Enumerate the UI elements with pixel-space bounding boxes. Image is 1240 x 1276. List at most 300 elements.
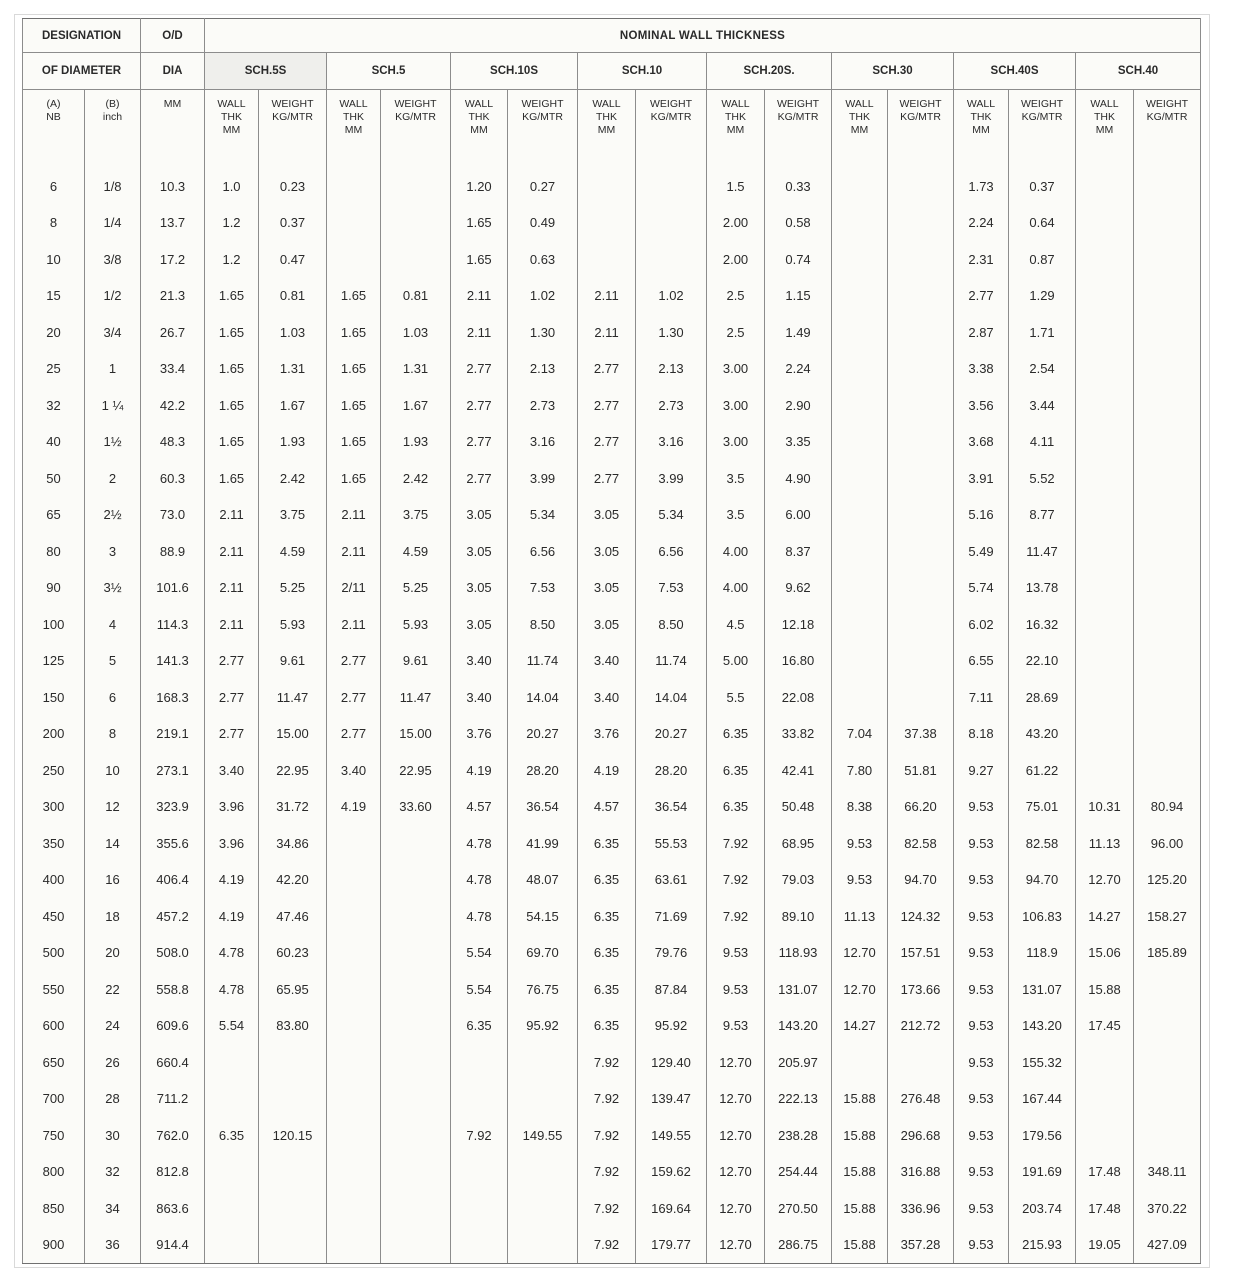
sch10-weight-cell: 14.04 — [636, 679, 707, 716]
sch30-wall-cell — [832, 1044, 888, 1081]
inch-cell: 1/4 — [85, 205, 141, 242]
sch10s-wall-cell: 2.77 — [451, 387, 508, 424]
sch10s-weight-cell — [508, 1081, 578, 1118]
sch30-wall-cell: 15.88 — [832, 1117, 888, 1154]
od-cell: 48.3 — [141, 424, 205, 461]
sch40-weight-cell — [1134, 716, 1201, 753]
sch10s-weight-cell: 0.27 — [508, 168, 578, 205]
sch30-wall-cell: 9.53 — [832, 862, 888, 899]
sch40s-weight-cell: 28.69 — [1009, 679, 1076, 716]
od-cell: 101.6 — [141, 570, 205, 607]
inch-cell: 18 — [85, 898, 141, 935]
sch40-weight-cell — [1134, 497, 1201, 534]
nb-cell: 50 — [23, 460, 85, 497]
sch40-weight-cell — [1134, 168, 1201, 205]
sch40-wall-cell — [1076, 679, 1134, 716]
sch10-wall-cell: 3.40 — [578, 643, 636, 680]
sch40s-wall-cell: 2.24 — [954, 205, 1009, 242]
nb-cell: 32 — [23, 387, 85, 424]
sch40s-wall-cell: 5.49 — [954, 533, 1009, 570]
sch40s-weight-cell: 22.10 — [1009, 643, 1076, 680]
sch20s-weight-cell: 9.62 — [765, 570, 832, 607]
sch30-wall-cell — [832, 351, 888, 388]
sch20s-weight-cell: 270.50 — [765, 1190, 832, 1227]
sch40s-wall-cell: 5.74 — [954, 570, 1009, 607]
od-cell: 21.3 — [141, 278, 205, 315]
sch5-weight-cell — [381, 168, 451, 205]
sch40-wall-cell: 10.31 — [1076, 789, 1134, 826]
od-cell: 457.2 — [141, 898, 205, 935]
sch5s-weight-cell: 22.95 — [259, 752, 327, 789]
sch5-wall-cell — [327, 1044, 381, 1081]
table-row — [23, 1227, 1201, 1264]
sch40s-weight-cell: 143.20 — [1009, 1008, 1076, 1045]
wall-thk-header: WALL THK MM — [954, 90, 1009, 169]
sch30-weight-cell — [888, 205, 954, 242]
sch30-weight-cell: 276.48 — [888, 1081, 954, 1118]
sch5s-weight-cell — [259, 1227, 327, 1264]
sch10s-wall-cell: 2.77 — [451, 460, 508, 497]
mm-header: MM — [141, 90, 205, 169]
sch5s-weight-cell: 31.72 — [259, 789, 327, 826]
sch10s-weight-cell: 76.75 — [508, 971, 578, 1008]
sch30-weight-cell — [888, 460, 954, 497]
sch10s-wall-cell: 4.78 — [451, 898, 508, 935]
inch-cell: 12 — [85, 789, 141, 826]
sch10s-weight-cell: 20.27 — [508, 716, 578, 753]
sch30-weight-cell: 212.72 — [888, 1008, 954, 1045]
sch40s-weight-cell: 0.87 — [1009, 241, 1076, 278]
sch10-weight-cell — [636, 168, 707, 205]
sch5s-wall-cell: 1.65 — [205, 278, 259, 315]
sch10s-weight-cell — [508, 1190, 578, 1227]
sch10-wall-cell: 7.92 — [578, 1154, 636, 1191]
sch10s-weight-cell: 36.54 — [508, 789, 578, 826]
sch40s-weight-cell: 11.47 — [1009, 533, 1076, 570]
sch40-wall-cell — [1076, 278, 1134, 315]
sch20s-wall-cell: 6.35 — [707, 752, 765, 789]
sch10-weight-cell: 2.73 — [636, 387, 707, 424]
sch5s-wall-cell: 1.2 — [205, 241, 259, 278]
sch5-weight-cell — [381, 971, 451, 1008]
inch-cell: 36 — [85, 1227, 141, 1264]
nb-cell: 250 — [23, 752, 85, 789]
sch10s-weight-cell: 95.92 — [508, 1008, 578, 1045]
sch10s-weight-cell: 7.53 — [508, 570, 578, 607]
sch10s-weight-cell — [508, 1154, 578, 1191]
weight-header: WEIGHT KG/MTR — [1009, 90, 1076, 169]
sch5-weight-cell — [381, 1154, 451, 1191]
sch40-wall-cell — [1076, 241, 1134, 278]
sch5-wall-cell — [327, 1081, 381, 1118]
sch5s-weight-cell: 1.03 — [259, 314, 327, 351]
sch5s-wall-cell — [205, 1227, 259, 1264]
sch10s-weight-cell: 11.74 — [508, 643, 578, 680]
inch-cell: 3 — [85, 533, 141, 570]
sch10-wall-cell: 4.19 — [578, 752, 636, 789]
sch40s-wall-cell: 9.53 — [954, 1227, 1009, 1264]
sch10-wall-cell: 6.35 — [578, 862, 636, 899]
sch5-wall-cell — [327, 862, 381, 899]
sch10s-weight-cell: 41.99 — [508, 825, 578, 862]
sch30-wall-cell — [832, 570, 888, 607]
sch10s-weight-cell: 3.16 — [508, 424, 578, 461]
sch40-weight-cell — [1134, 314, 1201, 351]
sch10s-wall-cell: 3.76 — [451, 716, 508, 753]
table-row — [23, 570, 1201, 607]
sch40s-weight-cell: 191.69 — [1009, 1154, 1076, 1191]
sch10-wall-cell: 2.11 — [578, 278, 636, 315]
od-cell: 660.4 — [141, 1044, 205, 1081]
sch30-wall-cell — [832, 278, 888, 315]
sch20s-wall-cell: 3.00 — [707, 351, 765, 388]
nb-cell: 20 — [23, 314, 85, 351]
sch10s-wall-cell: 4.19 — [451, 752, 508, 789]
table-row — [23, 387, 1201, 424]
sch10-weight-cell: 159.62 — [636, 1154, 707, 1191]
sch10-wall-cell: 3.76 — [578, 716, 636, 753]
sch10-weight-cell: 129.40 — [636, 1044, 707, 1081]
sch10-wall-cell: 3.05 — [578, 606, 636, 643]
sch40-weight-cell: 185.89 — [1134, 935, 1201, 972]
od-cell: 17.2 — [141, 241, 205, 278]
inch-cell: 1/2 — [85, 278, 141, 315]
sch5-wall-cell: 1.65 — [327, 314, 381, 351]
sch10-weight-cell: 55.53 — [636, 825, 707, 862]
sch5s-weight-cell: 60.23 — [259, 935, 327, 972]
sch10s-weight-cell — [508, 1227, 578, 1264]
sch5s-weight-cell — [259, 1081, 327, 1118]
table-row — [23, 314, 1201, 351]
sch20s-weight-cell: 286.75 — [765, 1227, 832, 1264]
sch5s-wall-cell: 2.11 — [205, 606, 259, 643]
sch10s-wall-cell: 2.77 — [451, 351, 508, 388]
sch40s-weight-cell: 5.52 — [1009, 460, 1076, 497]
sch40-weight-cell: 80.94 — [1134, 789, 1201, 826]
sch40s-weight-cell: 94.70 — [1009, 862, 1076, 899]
sch20s-wall-cell: 3.00 — [707, 387, 765, 424]
sch40s-wall-cell: 9.53 — [954, 825, 1009, 862]
sch40-wall-cell: 19.05 — [1076, 1227, 1134, 1264]
sch40-weight-cell — [1134, 424, 1201, 461]
sch30-weight-cell — [888, 570, 954, 607]
sch5-wall-cell — [327, 1190, 381, 1227]
sch30-wall-cell: 9.53 — [832, 825, 888, 862]
sch5-wall-cell — [327, 1117, 381, 1154]
sch40s-weight-cell: 131.07 — [1009, 971, 1076, 1008]
sch20s-weight-cell: 1.15 — [765, 278, 832, 315]
sch30-weight-cell: 173.66 — [888, 971, 954, 1008]
table-row — [23, 935, 1201, 972]
sch40-wall-cell — [1076, 314, 1134, 351]
sch30-weight-cell: 316.88 — [888, 1154, 954, 1191]
table-row — [23, 1081, 1201, 1118]
sch40-weight-cell — [1134, 606, 1201, 643]
sch40s-wall-cell: 1.73 — [954, 168, 1009, 205]
sch10s-weight-cell: 1.02 — [508, 278, 578, 315]
sch40s-wall-cell: 9.53 — [954, 1044, 1009, 1081]
sch10s-wall-cell — [451, 1154, 508, 1191]
sch5s-wall-cell: 3.40 — [205, 752, 259, 789]
sch10s-wall-cell: 4.78 — [451, 862, 508, 899]
sch40-weight-cell: 96.00 — [1134, 825, 1201, 862]
sch30-wall-cell — [832, 497, 888, 534]
sch5-weight-cell: 15.00 — [381, 716, 451, 753]
table-row — [23, 971, 1201, 1008]
sch10-weight-cell: 6.56 — [636, 533, 707, 570]
sch40s-weight-cell: 1.29 — [1009, 278, 1076, 315]
od-cell: 812.8 — [141, 1154, 205, 1191]
pipe-schedule-table — [22, 18, 1201, 1264]
sch10s-wall-cell — [451, 1044, 508, 1081]
header-row-1 — [23, 19, 1201, 53]
sch40s-weight-cell: 0.64 — [1009, 205, 1076, 242]
sch40s-weight-cell: 0.37 — [1009, 168, 1076, 205]
sch5-wall-cell: 2.11 — [327, 606, 381, 643]
sch40-wall-cell — [1076, 716, 1134, 753]
sch5s-wall-cell: 1.2 — [205, 205, 259, 242]
sch40s-weight-cell: 203.74 — [1009, 1190, 1076, 1227]
sch5-weight-cell — [381, 205, 451, 242]
sch5-weight-cell: 3.75 — [381, 497, 451, 534]
od-cell: 42.2 — [141, 387, 205, 424]
sch30-wall-cell — [832, 679, 888, 716]
nb-cell: 850 — [23, 1190, 85, 1227]
sch10s-weight-cell: 69.70 — [508, 935, 578, 972]
sch10-weight-cell: 3.16 — [636, 424, 707, 461]
sch20s-wall-cell: 9.53 — [707, 1008, 765, 1045]
sch20s-wall-cell: 12.70 — [707, 1081, 765, 1118]
sch10s-wall-cell: 1.20 — [451, 168, 508, 205]
sch5s-wall-cell: 4.78 — [205, 971, 259, 1008]
sch10-wall-cell: 2.11 — [578, 314, 636, 351]
sch30-weight-cell — [888, 278, 954, 315]
sch5s-wall-cell: 4.19 — [205, 862, 259, 899]
sch5s-wall-cell: 2.77 — [205, 679, 259, 716]
od-cell: 609.6 — [141, 1008, 205, 1045]
nb-cell: 15 — [23, 278, 85, 315]
sch20s-wall-cell: 2.5 — [707, 314, 765, 351]
sch5-weight-cell: 5.93 — [381, 606, 451, 643]
sch20s-weight-cell: 16.80 — [765, 643, 832, 680]
sch10-weight-cell: 7.53 — [636, 570, 707, 607]
sch40s-weight-cell: 43.20 — [1009, 716, 1076, 753]
nb-cell: 40 — [23, 424, 85, 461]
inch-cell: 3/8 — [85, 241, 141, 278]
sch40-weight-cell: 427.09 — [1134, 1227, 1201, 1264]
sch40s-weight-cell: 82.58 — [1009, 825, 1076, 862]
sch10-weight-cell: 5.34 — [636, 497, 707, 534]
sch40-wall-cell — [1076, 351, 1134, 388]
sch20s-wall-cell: 5.00 — [707, 643, 765, 680]
od-cell: 914.4 — [141, 1227, 205, 1264]
sch20s-weight-cell: 33.82 — [765, 716, 832, 753]
sch5s-weight-cell: 0.47 — [259, 241, 327, 278]
sch40-wall-cell — [1076, 460, 1134, 497]
sch10-weight-cell: 36.54 — [636, 789, 707, 826]
nb-cell: 6 — [23, 168, 85, 205]
sch20s-weight-cell: 2.90 — [765, 387, 832, 424]
sch5-wall-cell — [327, 168, 381, 205]
sch5-weight-cell — [381, 241, 451, 278]
sch30-wall-cell: 7.80 — [832, 752, 888, 789]
sch5s-weight-cell: 42.20 — [259, 862, 327, 899]
sch40-wall-cell — [1076, 387, 1134, 424]
od-cell: 168.3 — [141, 679, 205, 716]
sch20s-wall-cell: 7.92 — [707, 898, 765, 935]
od-cell: 13.7 — [141, 205, 205, 242]
inch-cell: 22 — [85, 971, 141, 1008]
table-row — [23, 460, 1201, 497]
sch5s-weight-cell: 34.86 — [259, 825, 327, 862]
table-row — [23, 351, 1201, 388]
sch40s-wall-cell: 6.02 — [954, 606, 1009, 643]
sch5s-wall-cell: 2.11 — [205, 570, 259, 607]
sch40s-wall-cell: 9.53 — [954, 862, 1009, 899]
sch10s-wall-cell: 3.40 — [451, 643, 508, 680]
sch10s-wall-cell: 1.65 — [451, 205, 508, 242]
sch10-wall-cell: 6.35 — [578, 971, 636, 1008]
sch10-wall-cell: 6.35 — [578, 898, 636, 935]
sch30-wall-cell — [832, 643, 888, 680]
sch40-weight-cell — [1134, 971, 1201, 1008]
sch10-weight-cell: 87.84 — [636, 971, 707, 1008]
sch40-weight-cell — [1134, 1081, 1201, 1118]
od-cell: 355.6 — [141, 825, 205, 862]
sch40-wall-cell — [1076, 1081, 1134, 1118]
sch5s-wall-cell — [205, 1081, 259, 1118]
sch5-weight-cell: 1.93 — [381, 424, 451, 461]
od-cell: 114.3 — [141, 606, 205, 643]
od-cell: 73.0 — [141, 497, 205, 534]
sch20s-wall-cell: 12.70 — [707, 1190, 765, 1227]
table-row — [23, 679, 1201, 716]
nb-cell: 550 — [23, 971, 85, 1008]
of-diameter-header: OF DIAMETER — [23, 53, 141, 90]
sch10s-wall-cell: 2.11 — [451, 278, 508, 315]
sch40-wall-cell — [1076, 606, 1134, 643]
sch5-wall-cell: 2.77 — [327, 679, 381, 716]
inch-cell: 6 — [85, 679, 141, 716]
sch10-wall-cell: 7.92 — [578, 1044, 636, 1081]
sch5-weight-cell: 9.61 — [381, 643, 451, 680]
sch30-wall-cell: 12.70 — [832, 971, 888, 1008]
sch30-wall-cell: 7.04 — [832, 716, 888, 753]
sch10-wall-cell: 6.35 — [578, 935, 636, 972]
sch40s-wall-cell: 9.53 — [954, 1117, 1009, 1154]
sch10-wall-cell — [578, 241, 636, 278]
sch40s-weight-cell: 2.54 — [1009, 351, 1076, 388]
nb-cell: 300 — [23, 789, 85, 826]
inch-cell: 5 — [85, 643, 141, 680]
sch10-wall-cell: 2.77 — [578, 387, 636, 424]
sch5s-wall-cell: 3.96 — [205, 789, 259, 826]
sch10-weight-cell: 149.55 — [636, 1117, 707, 1154]
sch10-weight-cell: 1.02 — [636, 278, 707, 315]
sch10s-wall-cell: 3.40 — [451, 679, 508, 716]
weight-header: WEIGHT KG/MTR — [765, 90, 832, 169]
weight-header: WEIGHT KG/MTR — [381, 90, 451, 169]
sch10s-wall-cell: 6.35 — [451, 1008, 508, 1045]
nb-cell: 350 — [23, 825, 85, 862]
sch40s-wall-cell: 9.27 — [954, 752, 1009, 789]
sch5-weight-cell — [381, 1044, 451, 1081]
sch20s-wall-cell: 6.35 — [707, 716, 765, 753]
sch40s-weight-cell: 215.93 — [1009, 1227, 1076, 1264]
sch40-wall-cell: 14.27 — [1076, 898, 1134, 935]
sch10s-weight-cell — [508, 1044, 578, 1081]
sch20s-weight-cell: 12.18 — [765, 606, 832, 643]
sch40-wall-cell — [1076, 497, 1134, 534]
sch5s-weight-cell: 11.47 — [259, 679, 327, 716]
od-cell: 406.4 — [141, 862, 205, 899]
inch-cell: 16 — [85, 862, 141, 899]
sch30-weight-cell: 82.58 — [888, 825, 954, 862]
sch30-wall-cell: 15.88 — [832, 1154, 888, 1191]
table-row — [23, 643, 1201, 680]
wall-thk-header: WALL THK MM — [205, 90, 259, 169]
sch10-wall-cell — [578, 168, 636, 205]
nb-cell: 65 — [23, 497, 85, 534]
sch5s-weight-cell: 15.00 — [259, 716, 327, 753]
sch20s-weight-cell: 238.28 — [765, 1117, 832, 1154]
sch40-weight-cell: 125.20 — [1134, 862, 1201, 899]
sch20s-weight-cell: 2.24 — [765, 351, 832, 388]
sch20s-weight-cell: 68.95 — [765, 825, 832, 862]
sch5s-weight-cell: 47.46 — [259, 898, 327, 935]
sch5s-weight-cell: 2.42 — [259, 460, 327, 497]
sch40-wall-cell: 11.13 — [1076, 825, 1134, 862]
sch30-wall-cell — [832, 387, 888, 424]
sch5-weight-cell — [381, 935, 451, 972]
inch-cell: 32 — [85, 1154, 141, 1191]
sch20s-weight-cell: 118.93 — [765, 935, 832, 972]
sch20s-weight-cell: 222.13 — [765, 1081, 832, 1118]
sch5-weight-cell — [381, 1227, 451, 1264]
sch10-weight-cell: 139.47 — [636, 1081, 707, 1118]
sch20s-weight-cell: 42.41 — [765, 752, 832, 789]
sch5s-weight-cell: 83.80 — [259, 1008, 327, 1045]
sch40s-weight-cell: 61.22 — [1009, 752, 1076, 789]
sch10-wall-cell: 7.92 — [578, 1081, 636, 1118]
inch-cell: 14 — [85, 825, 141, 862]
sch5s-wall-cell — [205, 1190, 259, 1227]
sch30-wall-cell — [832, 533, 888, 570]
sch40-weight-cell — [1134, 1117, 1201, 1154]
sch30-weight-cell — [888, 1044, 954, 1081]
sch10s-weight-cell: 149.55 — [508, 1117, 578, 1154]
sch20s-weight-cell: 1.49 — [765, 314, 832, 351]
sch40-wall-cell — [1076, 1044, 1134, 1081]
table-row — [23, 205, 1201, 242]
sch30-weight-cell: 296.68 — [888, 1117, 954, 1154]
inch-cell: 20 — [85, 935, 141, 972]
sch5s-weight-cell: 5.93 — [259, 606, 327, 643]
sch10s-weight-cell: 1.30 — [508, 314, 578, 351]
sch10s-weight-cell: 8.50 — [508, 606, 578, 643]
sch5-wall-cell: 2.77 — [327, 643, 381, 680]
weight-header: WEIGHT KG/MTR — [888, 90, 954, 169]
nb-cell: 125 — [23, 643, 85, 680]
sch10s-wall-cell: 2.11 — [451, 314, 508, 351]
sch5-weight-cell: 4.59 — [381, 533, 451, 570]
sch10-wall-cell: 7.92 — [578, 1117, 636, 1154]
od-cell: 711.2 — [141, 1081, 205, 1118]
sch40s-weight-cell: 1.71 — [1009, 314, 1076, 351]
sch30-weight-cell — [888, 497, 954, 534]
sch5-wall-cell — [327, 205, 381, 242]
sch20s-weight-cell: 0.74 — [765, 241, 832, 278]
